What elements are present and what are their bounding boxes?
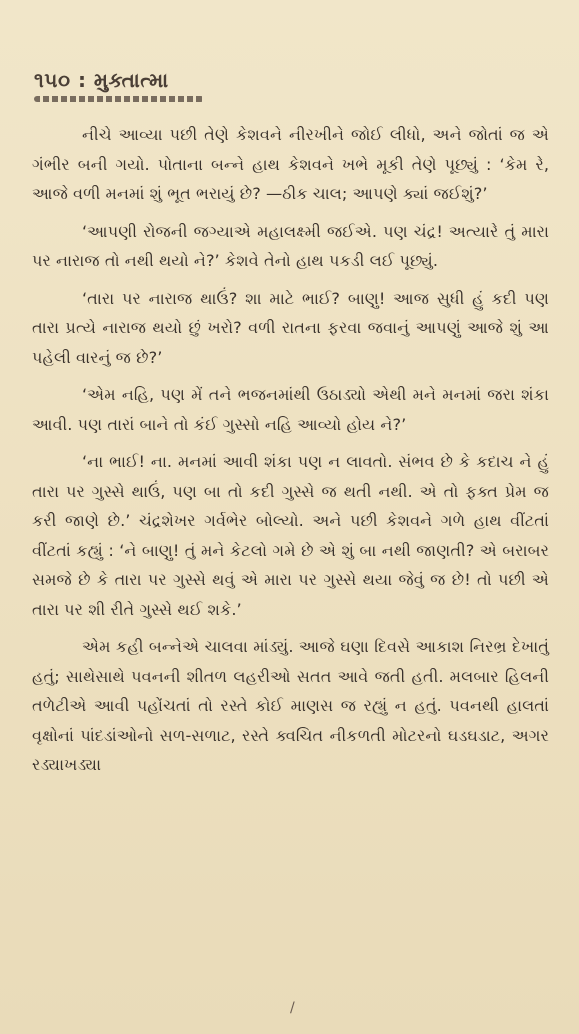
body-text (32, 120, 549, 788)
paragraph-5: ‘ના ભાઈ! ના. મનમાં આવી શંકા પણ ન લાવતો. સંભવ છે કે કદાચ ને હું તારા પર ગુસ્સે થાઉં, પણ બા તો કદી ગુસ્સે જ થતી નથી. એ તો ફક્ત પ્રેમ જ કરી જાણે છે.’ ચંદ્રશેખર ગર્વભેર બોલ્યો. અને પછી કેશવને ગળે હાથ વીંટતાં વીંટતાં કહ્યું : ‘ને બાણુ! તું મને કેટલો ગમે છે એ શું બા નથી જાણતી? એ બરાબર સમજે છે કે તારા પર ગુસ્સે થવું એ મારા પર ગુસ્સે થયા જેવું જ છે! તો પછી એ તારા પર શી રીતે ગુસ્સે થઈ શકે.’ (32, 452, 549, 619)
paragraph-1: નીચે આવ્યા પછી તેણે કેશવને નીરખીને જોઈ લીધો, અને જોતાં જ એ ગંભીર બની ગયો. પોતાના બન્ને હાથ કેશવને ખભે મૂકી તેણે પૂછ્યું : ‘કેમ રે, આજે વળી મનમાં શું ભૂત ભરાયું છે? —ઠીક ચાલ; આપણે ક્યાં જઈશું?’ (32, 125, 549, 203)
paragraph-3: ‘તારા પર નારાજ થાઉં? શા માટે ભાઈ? બાણુ! આજ સુધી હું કદી પણ તારા પ્રત્યે નારાજ થયો છું ખરો? વળી રાતના ફરવા જવાનું આપણું આજે શું આ પહેલી વારનું જ છે?’ (32, 288, 549, 367)
page-header: ૧૫૦ : મુક્તાત્મા (34, 68, 169, 92)
footer-mark: / (290, 1000, 295, 1016)
paragraph-4: ‘એમ નહિ, પણ મેં તને ભજનમાંથી ઉઠાડ્યો એથી મને મનમાં જરા શંકા આવી. પણ તારાં બાને તો કંઈ ગુસ્સો નહિ આવ્યો હોય ને?’ (32, 385, 549, 434)
header-underline (34, 96, 204, 102)
paragraph-6: એમ કહી બન્નેએ ચાલવા માંડ્યું. આજે ઘણા દિવસે આકાશ નિરભ્ર દેખાતું હતું; સાથેસાથે પવનની શીતળ લહરીઓ સતત આવે જતી હતી. મલબાર હિલની તળેટીએ આવી પહોંચતાં તો રસ્તે કોઈ માણસ જ રહ્યું ન હતું. પવનથી હાલતાં વૃક્ષોનાં પાંદડાંઓનો સળ-સળાટ, રસ્તે ક્વચિત નીકળતી મોટરનો ઘડઘડાટ, અગર રડ્યાખડ્યા (32, 637, 549, 774)
paragraph-2: ‘આપણી રોજની જગ્યાએ મહાલક્ષ્મી જઈએ. પણ ચંદ્ર! અત્યારે તું મારા પર નારાજ તો નથી થયો ને?’ કેશવે તેનો હાથ પકડી લઈ પૂછ્યું. (32, 221, 549, 270)
